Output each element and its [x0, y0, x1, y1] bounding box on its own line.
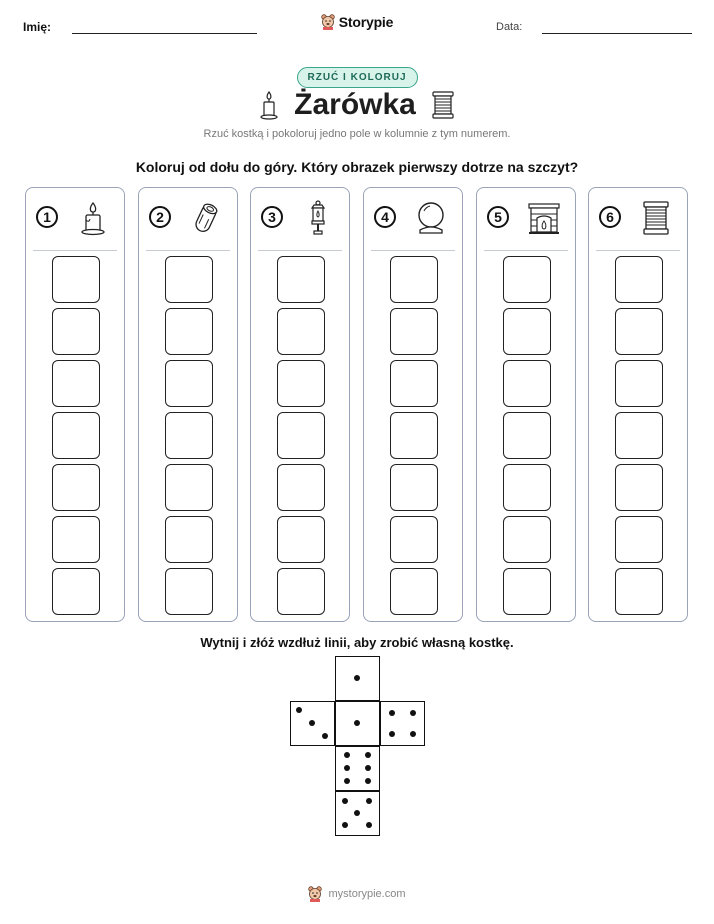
dice-face-3	[290, 701, 335, 746]
color-box[interactable]	[277, 464, 325, 511]
candle-icon	[258, 90, 280, 120]
color-box[interactable]	[165, 412, 213, 459]
color-box[interactable]	[52, 308, 100, 355]
dice-face-1	[335, 701, 380, 746]
column-number: 5	[487, 206, 509, 228]
color-box[interactable]	[52, 412, 100, 459]
date-line[interactable]	[542, 33, 692, 34]
color-box[interactable]	[615, 412, 663, 459]
color-box[interactable]	[615, 256, 663, 303]
color-box[interactable]	[52, 516, 100, 563]
dice-net	[290, 656, 425, 836]
bear-logo-icon	[321, 14, 335, 30]
dice-pip	[344, 765, 350, 771]
column-header	[477, 188, 575, 250]
dice-pip	[365, 778, 371, 784]
color-box[interactable]	[503, 516, 551, 563]
color-box[interactable]	[277, 256, 325, 303]
thread-spool-icon	[639, 200, 673, 236]
color-box[interactable]	[52, 256, 100, 303]
column-number: 2	[149, 206, 171, 228]
color-box[interactable]	[277, 308, 325, 355]
column-divider	[596, 250, 680, 251]
color-box[interactable]	[503, 464, 551, 511]
bear-logo-icon	[308, 886, 322, 902]
column-header	[26, 188, 124, 250]
column-3	[250, 187, 350, 622]
candle-icon	[76, 200, 110, 236]
column-1	[25, 187, 125, 622]
color-box[interactable]	[165, 464, 213, 511]
color-box[interactable]	[52, 464, 100, 511]
column-divider	[146, 250, 230, 251]
column-number: 3	[261, 206, 283, 228]
color-box[interactable]	[503, 412, 551, 459]
column-header	[589, 188, 687, 250]
dice-pip	[296, 707, 302, 713]
column-number: 4	[374, 206, 396, 228]
color-box[interactable]	[277, 360, 325, 407]
column-6	[588, 187, 688, 622]
column-header	[364, 188, 462, 250]
thread-spool-icon	[430, 90, 456, 120]
page-title: Żarówka	[294, 88, 416, 121]
dice-face-5	[335, 791, 380, 836]
color-box[interactable]	[390, 256, 438, 303]
color-box[interactable]	[615, 516, 663, 563]
color-box[interactable]	[165, 308, 213, 355]
subtitle: Rzuć kostką i pokoloruj jedno pole w kolumnie z tym numerem.	[203, 128, 511, 140]
column-2	[138, 187, 238, 622]
column-header	[139, 188, 237, 250]
dice-pip	[354, 810, 360, 816]
color-box[interactable]	[503, 256, 551, 303]
dice-pip	[354, 720, 360, 726]
footer	[0, 886, 714, 902]
color-box[interactable]	[165, 516, 213, 563]
column-header	[251, 188, 349, 250]
dice-pip	[366, 798, 372, 804]
color-box[interactable]	[390, 360, 438, 407]
dice-pip	[389, 731, 395, 737]
fireplace-icon	[527, 200, 561, 236]
dice-face-4	[380, 701, 425, 746]
color-box[interactable]	[615, 308, 663, 355]
color-box[interactable]	[615, 360, 663, 407]
color-box[interactable]	[165, 256, 213, 303]
color-box[interactable]	[390, 412, 438, 459]
footer-link[interactable]: mystorypie.com	[328, 888, 406, 900]
name-label: Imię:	[23, 20, 52, 34]
color-box[interactable]	[615, 464, 663, 511]
column-divider	[33, 250, 117, 251]
log-icon	[189, 200, 223, 236]
dice-pip	[342, 822, 348, 828]
column-4	[363, 187, 463, 622]
color-box[interactable]	[277, 568, 325, 615]
dice-pip	[410, 710, 416, 716]
color-box[interactable]	[165, 360, 213, 407]
color-box[interactable]	[503, 308, 551, 355]
dice-pip	[322, 733, 328, 739]
dice-pip	[366, 822, 372, 828]
color-box[interactable]	[277, 516, 325, 563]
dice-pip	[365, 752, 371, 758]
column-divider	[258, 250, 342, 251]
dice-pip	[309, 720, 315, 726]
column-divider	[484, 250, 568, 251]
dice-pip	[410, 731, 416, 737]
column-divider	[371, 250, 455, 251]
dice-pip	[342, 798, 348, 804]
dice-pip	[354, 675, 360, 681]
title-row	[0, 88, 714, 122]
color-box[interactable]	[390, 308, 438, 355]
dice-pip	[389, 710, 395, 716]
brand-logo	[0, 14, 714, 30]
column-5	[476, 187, 576, 622]
crystal-ball-icon	[414, 200, 448, 236]
game-badge: RZUĆ I KOLORUJ	[0, 67, 714, 88]
color-box[interactable]	[52, 568, 100, 615]
color-box[interactable]	[390, 568, 438, 615]
color-box[interactable]	[52, 360, 100, 407]
lantern-icon	[301, 200, 335, 236]
color-box[interactable]	[390, 464, 438, 511]
dice-pip	[365, 765, 371, 771]
date-label: Data:	[496, 21, 523, 33]
column-number: 1	[36, 206, 58, 228]
cut-instruction: Wytnij i złóż wzdłuż linii, aby zrobić własną kostkę.	[200, 635, 514, 650]
name-line[interactable]	[72, 33, 257, 34]
color-box[interactable]	[615, 568, 663, 615]
color-box[interactable]	[277, 412, 325, 459]
color-box[interactable]	[165, 568, 213, 615]
color-box[interactable]	[390, 516, 438, 563]
dice-pip	[344, 778, 350, 784]
brand-name: Storypie	[338, 14, 394, 30]
color-box[interactable]	[503, 568, 551, 615]
color-box[interactable]	[503, 360, 551, 407]
dice-face-6	[335, 746, 380, 791]
column-number: 6	[599, 206, 621, 228]
instruction: Koloruj od dołu do góry. Który obrazek pierwszy dotrze na szczyt?	[135, 159, 579, 175]
dice-pip	[344, 752, 350, 758]
dice-face-1	[335, 656, 380, 701]
